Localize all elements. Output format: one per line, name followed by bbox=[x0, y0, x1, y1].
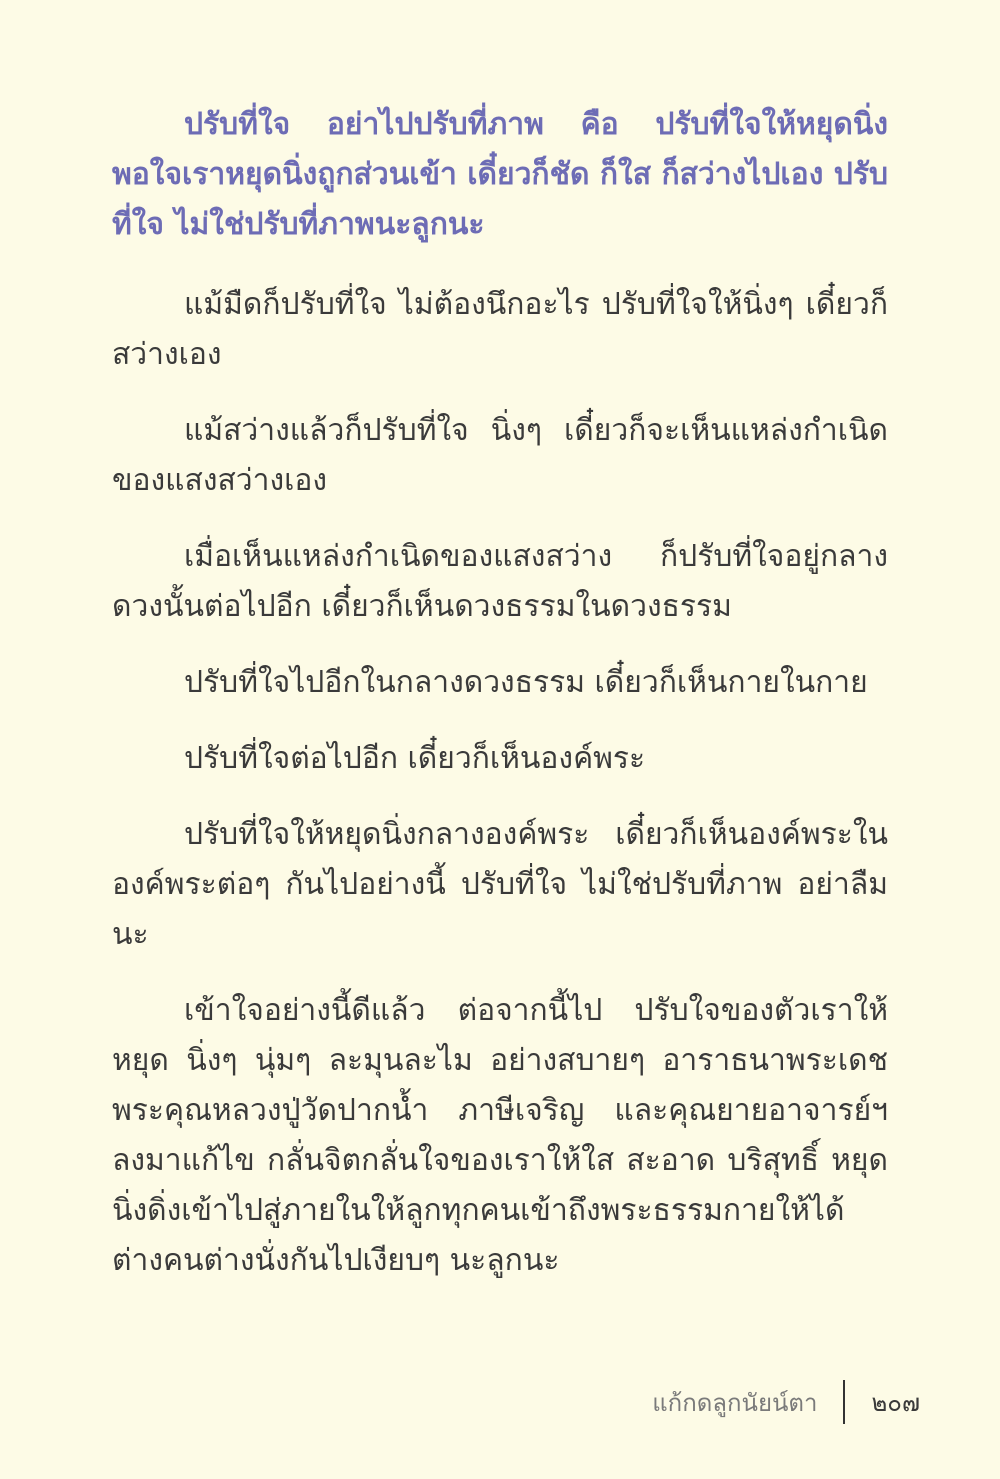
paragraph-4: เมื่อเห็นแหล่งกำเนิดของแสงสว่าง ก็ปรับที่ใจอยู่กลางดวงนั้นต่อไปอีก เดี๋ยวก็เห็นดวงธรรมในดวงธรรม bbox=[112, 539, 888, 624]
paragraph-5: ปรับที่ใจไปอีกในกลางดวงธรรม เดี๋ยวก็เห็นกายในกาย bbox=[184, 665, 868, 700]
paragraph-8: เข้าใจอย่างนี้ดีแล้ว ต่อจากนี้ไป ปรับใจของตัวเราให้หยุด นิ่งๆ นุ่มๆ ละมุนละไม อย่างสบายๆ อาราธนาพระเดชพระคุณหลวงปู่วัดปากน้ำ ภาษีเจริญ และคุณยายอาจารย์ฯ ลงมาแก้ไข กลั่นจิตกลั่นใจของเราให้ใส สะอาด บริสุทธิ์ หยุดนิ่งดิ่งเข้าไปสู่ภายในให้ลูกทุกคนเข้าถึงพระธรรมกายให้ได้ ต่างคนต่างนั่งกันไปเงียบๆ นะลูกนะ bbox=[112, 993, 888, 1278]
page-footer bbox=[652, 1380, 920, 1424]
paragraph-6: ปรับที่ใจต่อไปอีก เดี๋ยวก็เห็นองค์พระ bbox=[184, 741, 646, 776]
page-number: ๒๐๗ bbox=[871, 1388, 920, 1417]
paragraph-7: ปรับที่ใจให้หยุดนิ่งกลางองค์พระ เดี๋ยวก็เห็นองค์พระในองค์พระต่อๆ กันไปอย่างนี้ ปรับที่ใจ ไม่ใช่ปรับที่ภาพ อย่าลืมนะ bbox=[112, 817, 888, 952]
paragraph-3: แม้สว่างแล้วก็ปรับที่ใจ นิ่งๆ เดี๋ยวก็จะเห็นแหล่งกำเนิดของแสงสว่างเอง bbox=[112, 413, 888, 498]
page-content bbox=[112, 100, 888, 1312]
highlighted-paragraph: ปรับที่ใจ อย่าไปปรับที่ภาพ คือ ปรับที่ใจให้หยุดนิ่ง พอใจเราหยุดนิ่งถูกส่วนเข้า เดี๋ยวก็ชัด ก็ใส ก็สว่างไปเอง ปรับที่ใจ ไม่ใช่ปรับที่ภาพนะลูกนะ bbox=[112, 107, 888, 242]
book-title: แก้กดลูกนัยน์ตา bbox=[652, 1388, 818, 1417]
footer-divider bbox=[843, 1380, 845, 1424]
paragraph-2: แม้มืดก็ปรับที่ใจ ไม่ต้องนึกอะไร ปรับที่ใจให้นิ่งๆ เดี๋ยวก็สว่างเอง bbox=[112, 287, 888, 372]
